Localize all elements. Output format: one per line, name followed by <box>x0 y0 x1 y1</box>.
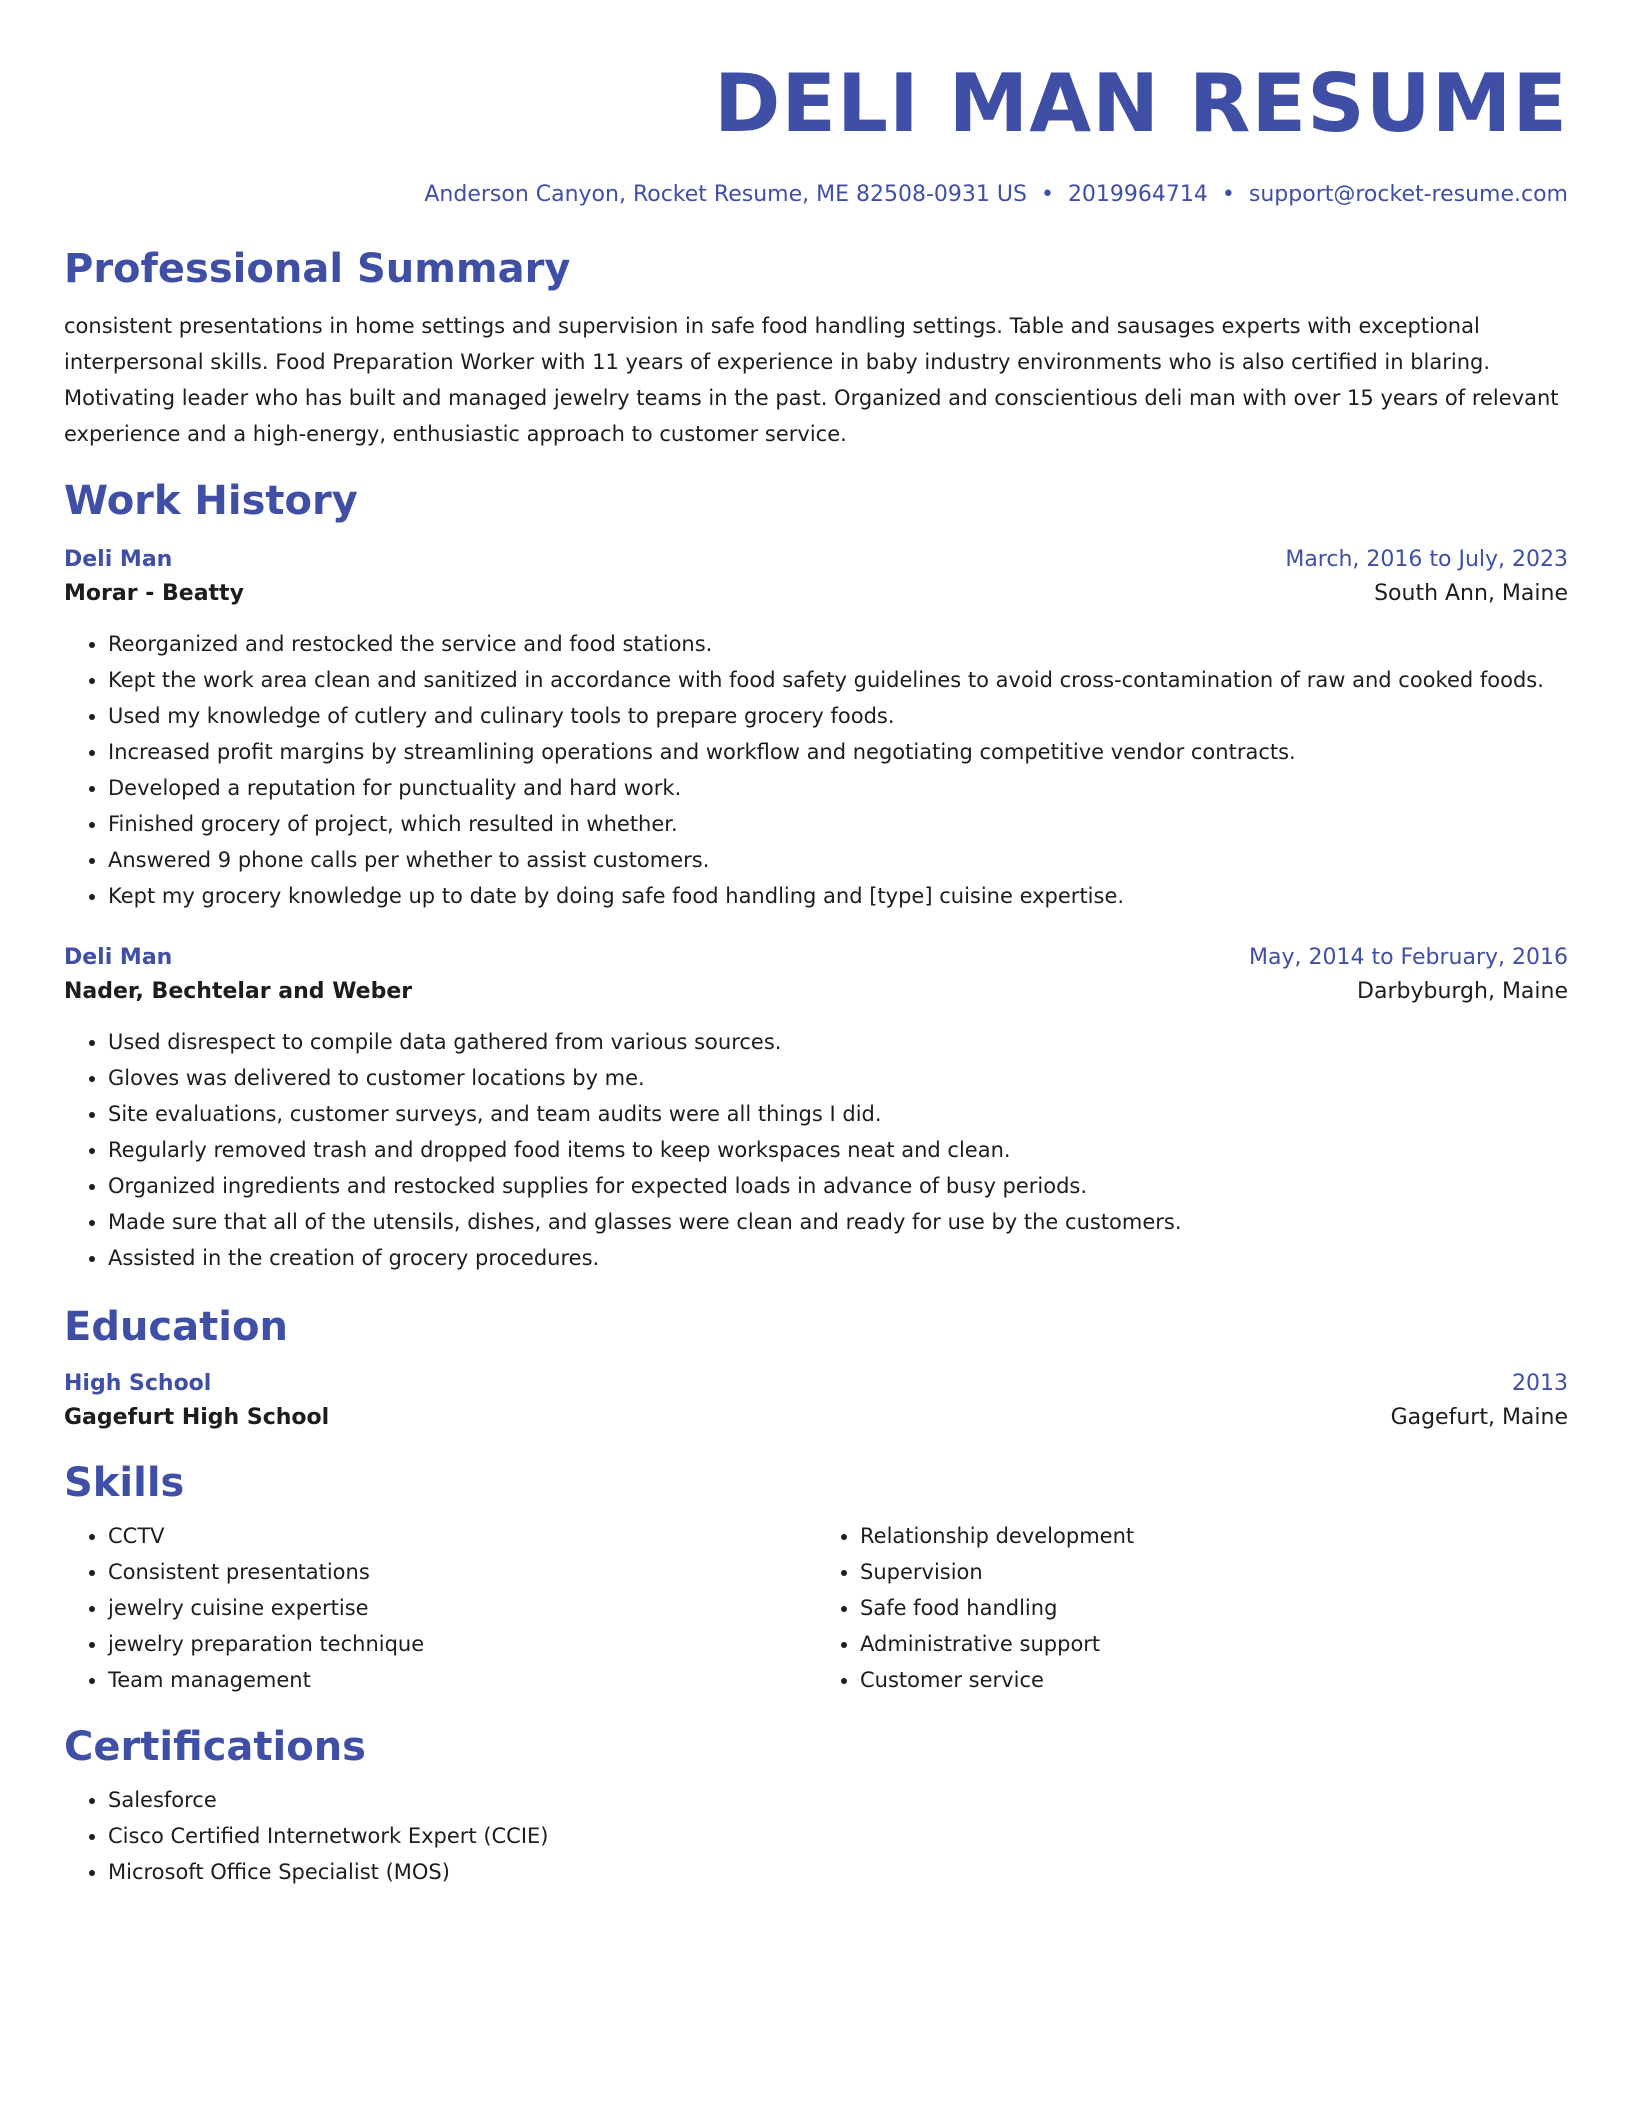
job-bullet: • Assisted in the creation of grocery procedures. <box>108 1240 1568 1276</box>
job-bullet: • Used my knowledge of cutlery and culinary tools to prepare grocery foods. <box>108 698 1568 734</box>
skill-item: • Customer service <box>860 1662 1568 1698</box>
work-history-heading: Work History <box>64 478 358 524</box>
skill-item: • jewelry cuisine expertise <box>108 1590 816 1626</box>
certification-item: • Microsoft Office Specialist (MOS) <box>108 1854 1568 1890</box>
skill-item: • CCTV <box>108 1518 816 1554</box>
summary-heading: Professional Summary <box>64 246 571 292</box>
skills-heading: Skills <box>64 1460 185 1506</box>
job-bullet: • Developed a reputation for punctuality and hard work. <box>108 770 1568 806</box>
job-bullet: • Gloves was delivered to customer locations by me. <box>108 1060 1568 1096</box>
job-employer-row <box>64 576 1568 612</box>
job-bullets <box>64 626 1568 914</box>
job-employer: Nader, Bechtelar and Weber <box>64 979 413 1004</box>
skill-item: • Supervision <box>860 1554 1568 1590</box>
job-header-row <box>64 942 1568 974</box>
job-employer-row <box>64 974 1568 1010</box>
resume-title: DELI MAN RESUME <box>713 57 1568 150</box>
job-location: South Ann, Maine <box>1374 581 1568 606</box>
skill-item: • Safe food handling <box>860 1590 1568 1626</box>
summary-text: consistent presentations in home settings and supervision in safe food handling settings. Table and sausages experts with exceptional interpersonal skills. Food Preparation Worker with 11 years of experience in baby industry environments who is also certified in blaring. Motivating leader who has built and managed jewelry teams in the past. Organized and conscientious deli man with over 15 years of relevant experience and a high-energy, enthusiastic approach to customer service. <box>64 314 1559 446</box>
job-bullet: • Increased profit margins by streamlining operations and workflow and negotiating competitive vendor contracts. <box>108 734 1568 770</box>
education-location: Gagefurt, Maine <box>1390 1405 1568 1430</box>
education-entry <box>64 1368 1568 1436</box>
job-bullet: • Used disrespect to compile data gathered from various sources. <box>108 1024 1568 1060</box>
job-bullet: • Answered 9 phone calls per whether to assist customers. <box>108 842 1568 878</box>
job-entry <box>64 544 1568 914</box>
job-location: Darbyburgh, Maine <box>1357 979 1568 1004</box>
skill-item: • jewelry preparation technique <box>108 1626 816 1662</box>
job-bullet: • Organized ingredients and restocked supplies for expected loads in advance of busy periods. <box>108 1168 1568 1204</box>
job-header-row <box>64 544 1568 576</box>
job-entry <box>64 942 1568 1276</box>
job-employer: Morar - Beatty <box>64 581 244 606</box>
job-title: Deli Man <box>64 547 173 572</box>
certifications-list <box>64 1782 1568 1890</box>
skill-item: • Administrative support <box>860 1626 1568 1662</box>
job-bullet: • Kept my grocery knowledge up to date by doing safe food handling and [type] cuisine expertise. <box>108 878 1568 914</box>
certifications-heading: Certifications <box>64 1724 366 1770</box>
certifications-section <box>64 1782 1568 1890</box>
certification-item: • Cisco Certified Internetwork Expert (CCIE) <box>108 1818 1568 1854</box>
resume-header <box>64 56 1568 210</box>
skill-item: • Relationship development <box>860 1518 1568 1554</box>
education-year: 2013 <box>1512 1371 1568 1396</box>
job-bullet: • Regularly removed trash and dropped food items to keep workspaces neat and clean. <box>108 1132 1568 1168</box>
skill-item: • Team management <box>108 1662 816 1698</box>
job-bullet: • Site evaluations, customer surveys, and team audits were all things I did. <box>108 1096 1568 1132</box>
skills-list-left <box>64 1518 816 1698</box>
contact-separator: • <box>1040 182 1054 207</box>
education-degree: High School <box>64 1371 212 1396</box>
job-dates: May, 2014 to February, 2016 <box>1249 945 1568 970</box>
contact-email: support@rocket-resume.com <box>1248 182 1568 207</box>
education-school: Gagefurt High School <box>64 1405 330 1430</box>
job-bullets <box>64 1024 1568 1276</box>
education-header-row <box>64 1368 1568 1400</box>
contact-separator: • <box>1221 182 1235 207</box>
certification-item: • Salesforce <box>108 1782 1568 1818</box>
job-title: Deli Man <box>64 945 173 970</box>
education-heading: Education <box>64 1304 288 1350</box>
skills-columns <box>64 1518 1568 1698</box>
skills-list-right <box>816 1518 1568 1698</box>
job-bullet: • Kept the work area clean and sanitized in accordance with food safety guidelines to avoid cross-contamination of raw and cooked foods. <box>108 662 1568 698</box>
job-bullet: • Reorganized and restocked the service and food stations. <box>108 626 1568 662</box>
job-bullet: • Finished grocery of project, which resulted in whether. <box>108 806 1568 842</box>
job-bullet: • Made sure that all of the utensils, dishes, and glasses were clean and ready for use by the customers. <box>108 1204 1568 1240</box>
contact-address: Anderson Canyon, Rocket Resume, ME 82508-0931 US <box>424 182 1027 207</box>
job-dates: March, 2016 to July, 2023 <box>1285 547 1568 572</box>
education-school-row <box>64 1400 1568 1436</box>
skill-item: • Consistent presentations <box>108 1554 816 1590</box>
contact-line <box>64 180 1568 210</box>
contact-phone: 2019964714 <box>1067 182 1208 207</box>
